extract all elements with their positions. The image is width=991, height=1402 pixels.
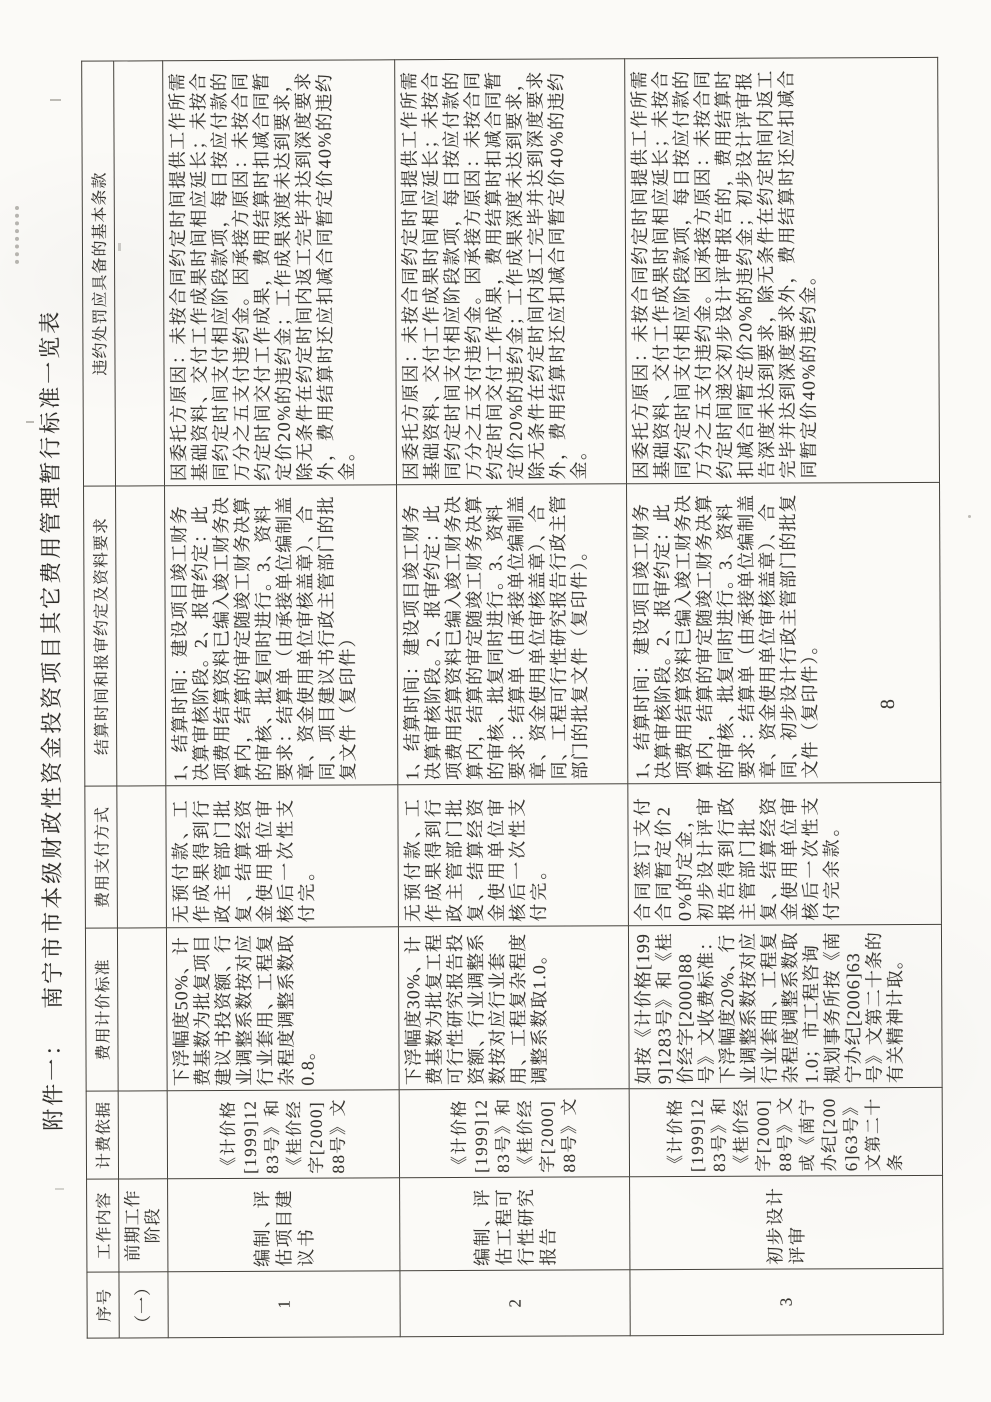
page-title: 南宁市市本级财政性资金投资项目其它费用管理暂行标准一览表 <box>37 308 66 1009</box>
fee-standards-table <box>81 57 944 1339</box>
header-work-content: 工作内容 <box>87 1179 119 1272</box>
row1-settlement-terms: 1、结算时间：建设项目竣工财务决算审核阶段。2、报审约定：此项费用结算资料已编入竣工财务决算内，结算的审定随竣工财务决算的审核、批复同时进行。3、资料要求：结算单（由承接单位编制盖章、资金使用单位审核盖章）、合同、项目建议书行政主管部门的批复文件（复印件） <box>165 485 398 786</box>
scan-artifact <box>26 421 34 423</box>
row1-serial: 1 <box>168 1271 400 1338</box>
page-number: 8 <box>876 699 899 710</box>
section-empty-cell <box>117 786 167 928</box>
header-breach-clauses: 违约处罚应具备的基本条款 <box>82 61 116 486</box>
row1-pricing-standard: 下浮幅度50%、计费基数为批复项目建议书投资额、行业调整系数按对应行业套用、工程复杂程度调整系数取0.8。 <box>166 927 399 1091</box>
section-row <box>114 61 169 1338</box>
header-payment-method: 费用支付方式 <box>85 786 118 928</box>
row3-work-content: 初步设计评审 <box>630 1175 943 1269</box>
row1-payment-method: 无预付款、工作成果得到行政主管部门批复、结算经资金使用单位审核后一次性支付完。 <box>166 785 399 928</box>
table-row <box>163 60 401 1338</box>
row2-breach-clauses: 因委托方原因：未按合同约定时间提供工作所需基础资料、交付工作成果时间相应延长；未按合同约定时间支付相应阶段款项，每日按应付款的万分之五支付违约金。因承接方原因：未按合同约定时间交付工作成果，费用结算时扣减合同暂定价20%的违约金；工作成果深度未达到要求，除无条件在约定时间内返工完毕并达到深度要求外，费用结算时还应扣减合同暂定价40%的违约金。 <box>395 59 627 485</box>
header-pricing-standard: 费用计价标准 <box>85 928 118 1091</box>
section-serial: （一） <box>119 1272 168 1338</box>
scan-artifact <box>55 1188 64 1190</box>
row2-payment-method: 无预付款、工作成果得到行政主管部门批复、结算经资金使用单位审核后一次性支付完。 <box>398 784 629 927</box>
section-stage: 前期工作阶段 <box>119 1179 168 1272</box>
row2-settlement-terms: 1、结算时间：建设项目竣工财务决算审核阶段。2、报审约定：此项费用结算资料已编入竣工财务决算内，结算的审定随竣工财务决算的审核、批复同时进行。3、资料要求：结算单（由承接单位编制盖章、资金使用单位审核盖章）、合同、工程可行性研究报告行政主管部门的批复文件（复印件）。 <box>397 484 628 785</box>
row3-settlement-terms: 1、结算时间：建设项目竣工财务决算审核阶段。2、报审约定：此项费用结算资料已编入竣工财务决算内，结算的审定随竣工财务决算的审核、批复同时进行。3、资料要求：结算单（由承接单位编制盖章、资金使用单位审核盖章）、合同、初步设计行政主管部门的批复文件（复印件）。 <box>627 482 941 783</box>
header-fee-basis: 计费依据 <box>86 1091 118 1179</box>
table-row <box>395 59 631 1337</box>
section-empty-cell <box>117 928 167 1091</box>
scan-artifact <box>968 515 971 518</box>
row1-work-content: 编制、评估项目建议书 <box>168 1178 400 1272</box>
table-row <box>625 57 944 1335</box>
row3-breach-clauses: 因委托方原因：未按合同约定时间提供工作所需基础资料、交付工作成果时间相应延长；未按合同约定时间支付相应阶段款项，每日按应付款的万分之五支付违约金。因承接方原因：未按合同约定时间递交初步设计评审报告的，费用结算时扣减合同暂定价20%的违约金；初步设计评审报告深度未达到要求，除无条件在约定时间内返工完毕并达到深度要求外，费用结算时还应扣减合同暂定价40%的违约金。 <box>625 57 940 483</box>
row2-fee-basis: 《计价格[1999]1283号》和《桂价经字[2000]88号》文 <box>399 1089 629 1178</box>
row2-pricing-standard: 下浮幅度30%、计费基数为批复工程可行性研究报告投资额、行业调整系数按对应行业套用、工程复杂程度调整系数取1.0。 <box>398 926 629 1090</box>
row2-work-content: 编制、评估工程可行性研究报告 <box>400 1177 630 1271</box>
row2-serial: 2 <box>400 1270 630 1337</box>
header-serial: 序号 <box>87 1272 119 1338</box>
attachment-label: 附件一： <box>40 1030 66 1131</box>
scan-artifact <box>118 243 121 251</box>
header-settlement-terms: 结算时间和报审约定及资料要求 <box>84 486 117 786</box>
row3-pricing-standard: 如按《计价格[1999]1283号》和《桂价经字[2000]88号》文收费标准：下浮幅度20%、行业调整系数按对应行业套用、工程复杂程度调整系数取1.0；市工程咨询规划事务所按《南宁办纪[2006]63号》文第二十条的有关精神计取。 <box>628 924 942 1088</box>
scan-artifact <box>15 206 23 264</box>
row3-fee-basis: 《计价格[1999]1283号》和《桂价经字[2000]88号》文或《南宁办纪[2006]63号》文第二十条 <box>629 1087 942 1176</box>
section-empty-cell <box>118 1091 167 1179</box>
row1-fee-basis: 《计价格[1999]1283号》和《桂价经字[2000]88号》文 <box>167 1090 399 1179</box>
section-empty-cell <box>116 486 166 786</box>
row1-breach-clauses: 因委托方原因：未按合同约定时间提供工作所需基础资料、交付工作成果时间相应延长；未按合同约定时间支付相应阶段款项，每日按应付款的万分之五支付违约金。因承接方原因：未按合同约定时间交付工作成果，费用结算时扣减合同暂定价20%的违约金；工作成果深度未达到要求，除无条件在约定时间内返工完毕并达到深度要求外，费用结算时还应扣减合同暂定价40%的违约金。 <box>163 60 397 486</box>
row3-serial: 3 <box>630 1268 943 1335</box>
document-title <box>33 231 68 1131</box>
row3-payment-method: 合同签订支付合同暂定价20%的定金，初步设计评审报告得到行政主管部门批复、结算经资金使用单位审核后一次性支付完余款。 <box>628 782 942 925</box>
section-empty-cell <box>114 61 165 486</box>
scan-artifact <box>50 99 61 101</box>
